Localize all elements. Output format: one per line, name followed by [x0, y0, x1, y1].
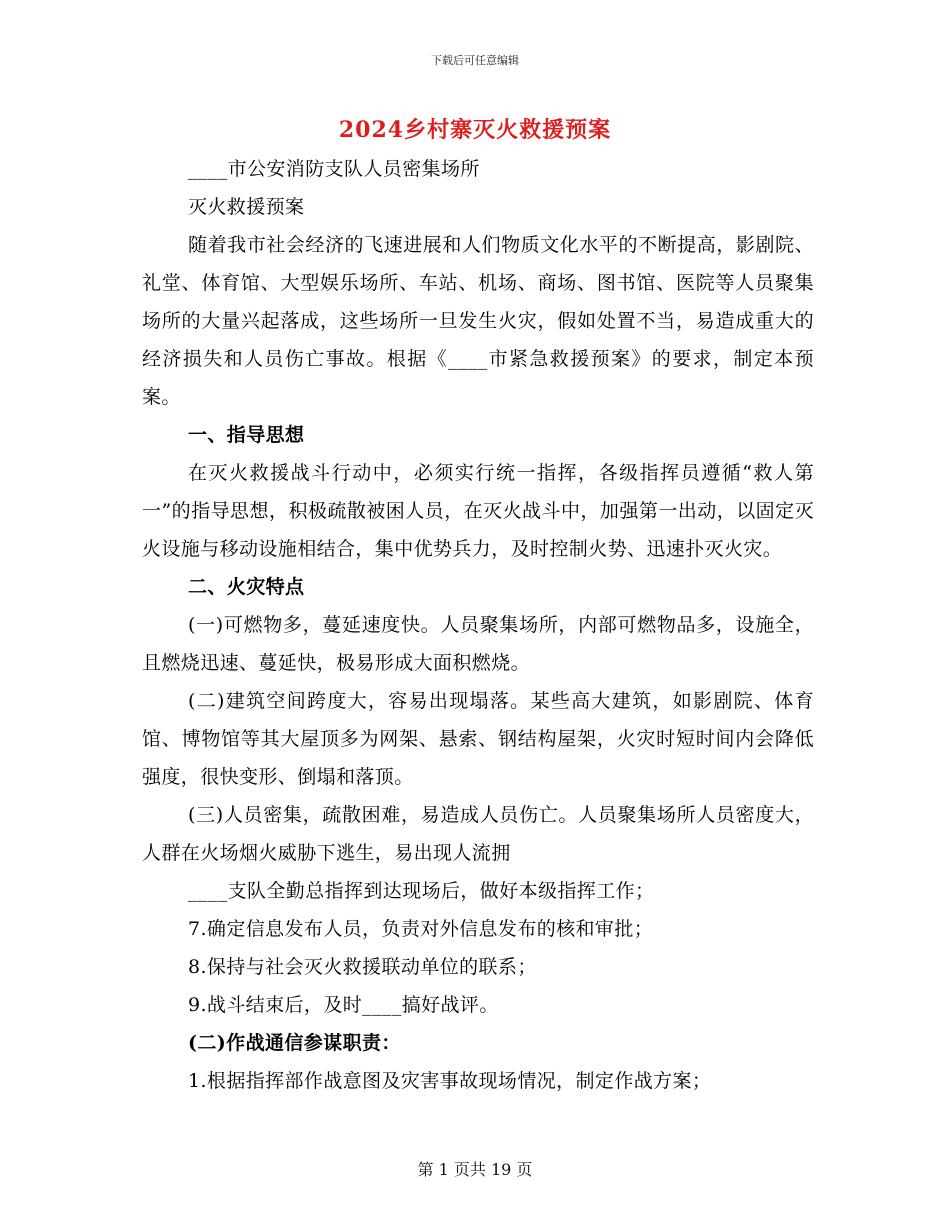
body-paragraph: ____支队全勤总指挥到达现场后，做好本级指挥工作； [188, 880, 655, 902]
body-paragraph: (三)人员密集，疏散困难，易造成人员伤亡。人员聚集场所人员密度大，人群在火场烟火威胁下逃生，易出现人流拥 [142, 804, 814, 864]
body-paragraph: 8.保持与社会灭火救援联动单位的联系； [188, 956, 537, 978]
body-paragraph: 灭火救援预案 [188, 196, 305, 218]
body-paragraph: 在灭火救援战斗行动中，必须实行统一指挥，各级指挥员遵循“救人第一”的指导思想，积极疏散被困人员，在灭火战斗中，加强第一出动，以固定灭火设施与移动设施相结合，集中优势兵力，及时控制火势、迅速扑灭火灾。 [142, 462, 814, 560]
page-footer: 第 1 页共 19 页 [417, 1160, 533, 1179]
document-body [142, 150, 814, 1100]
section-heading: 二、火灾特点 [188, 576, 305, 598]
body-paragraph: (二)建筑空间跨度大，容易出现塌落。某些高大建筑，如影剧院、体育馆、博物馆等其大屋顶多为网架、悬索、钢结构屋架，火灾时短时间内会降低强度，很快变形、倒塌和落顶。 [142, 690, 814, 788]
body-paragraph: 9.战斗结束后，及时____搞好战评。 [188, 994, 499, 1016]
body-paragraph: 1.根据指挥部作战意图及灾害事故现场情况，制定作战方案； [188, 1070, 712, 1092]
body-paragraph: (一)可燃物多，蔓延速度快。人员聚集场所，内部可燃物品多，设施全，且燃烧迅速、蔓延快，极易形成大面积燃烧。 [142, 614, 814, 674]
body-paragraph: 随着我市社会经济的飞速进展和人们物质文化水平的不断提高，影剧院、礼堂、体育馆、大型娱乐场所、车站、机场、商场、图书馆、医院等人员聚集场所的大量兴起落成，这些场所一旦发生火灾，假如处置不当，易造成重大的经济损失和人员伤亡事故。根据《____市紧急救援预案》的要求，制定本预案。 [142, 234, 814, 408]
document-title: 2024乡村寨灭火救援预案 [338, 117, 612, 143]
page-header: 下载后可任意编辑 [431, 54, 519, 67]
section-heading: 一、指导思想 [188, 424, 305, 446]
section-heading: (二)作战通信参谋职责： [188, 1032, 401, 1054]
body-paragraph: ____市公安消防支队人员密集场所 [188, 158, 480, 180]
body-paragraph: 7.确定信息发布人员，负责对外信息发布的核和审批； [188, 918, 654, 940]
